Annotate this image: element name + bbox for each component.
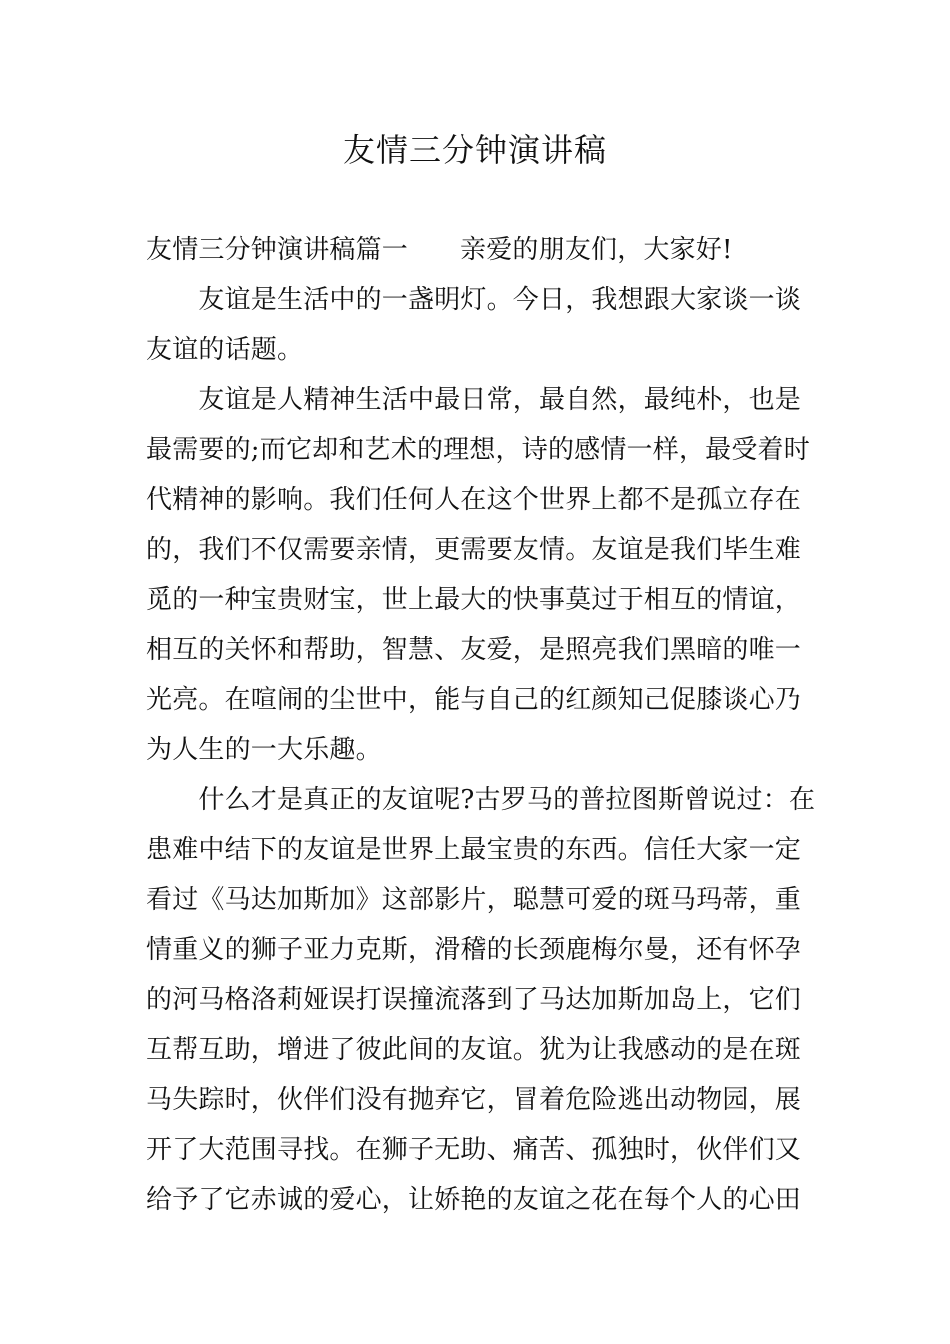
text-line: 什么才是真正的友谊呢?古罗马的普拉图斯曾说过：在 — [146, 785, 816, 815]
text-line: 开了大范围寻找。在狮子无助、痛苦、孤独时，伙伴们又 — [146, 1135, 802, 1165]
text-line: 最需要的;而它却和艺术的理想，诗的感情一样，最受着时 — [146, 435, 810, 465]
text-line: 觅的一种宝贵财宝，世上最大的快事莫过于相互的情谊， — [146, 585, 802, 615]
text-line: 的，我们不仅需要亲情，更需要友情。友谊是我们毕生难 — [146, 535, 802, 565]
text-line: 看过《马达加斯加》这部影片，聪慧可爱的斑马玛蒂，重 — [146, 885, 802, 915]
text-line: 友谊是人精神生活中最日常，最自然，最纯朴，也是 — [146, 385, 802, 415]
text-line: 给予了它赤诚的爱心，让娇艳的友谊之花在每个人的心田 — [146, 1185, 802, 1215]
text-line: 的河马格洛莉娅误打误撞流落到了马达加斯加岛上，它们 — [146, 985, 802, 1015]
text-line: 代精神的影响。我们任何人在这个世界上都不是孤立存在 — [146, 485, 802, 515]
text-line: 光亮。在喧闹的尘世中，能与自己的红颜知己促膝谈心乃 — [146, 685, 802, 715]
text-line: 相互的关怀和帮助，智慧、友爱，是照亮我们黑暗的唯一 — [146, 635, 802, 665]
page-title: 友情三分钟演讲稿 — [342, 131, 607, 169]
section-heading: 友情三分钟演讲稿篇一 — [146, 235, 409, 265]
heading-line — [146, 225, 808, 275]
text-line: 马失踪时，伙伴们没有抛弃它，冒着危险逃出动物园，展 — [146, 1085, 802, 1115]
document-body — [146, 225, 816, 1225]
text-line: 为人生的一大乐趣。 — [146, 735, 382, 765]
text-line: 互帮互助，增进了彼此间的友谊。犹为让我感动的是在斑 — [146, 1035, 802, 1065]
text-line: 友谊的话题。 — [146, 335, 304, 365]
text-line: 情重义的狮子亚力克斯，滑稽的长颈鹿梅尔曼，还有怀孕 — [146, 935, 802, 965]
greeting-text: 亲爱的朋友们，大家好! — [460, 235, 733, 265]
text-line: 友谊是生活中的一盏明灯。今日，我想跟大家谈一谈 — [146, 285, 802, 315]
text-line: 患难中结下的友谊是世界上最宝贵的东西。信任大家一定 — [146, 835, 802, 865]
